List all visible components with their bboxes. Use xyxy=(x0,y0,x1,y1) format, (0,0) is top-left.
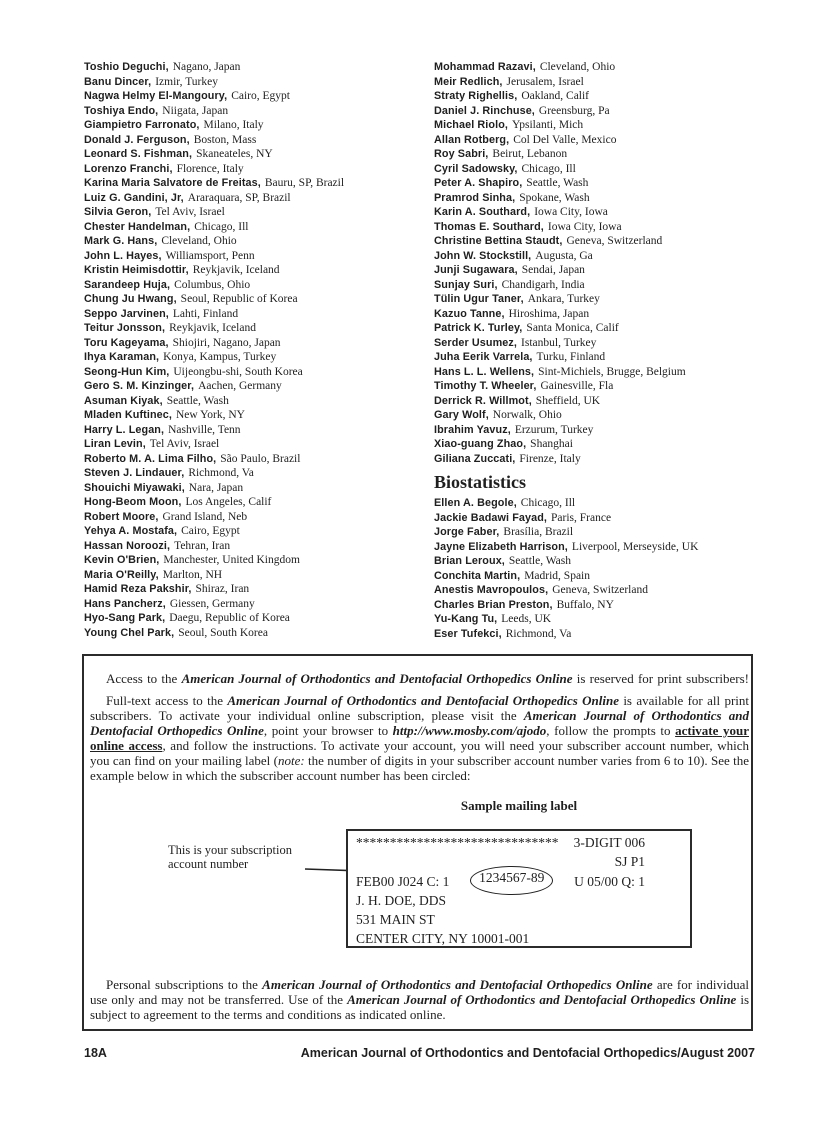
reviewer-name: Sunjay Suri, xyxy=(434,278,498,291)
text-segment: is available for all print subscribers. To activate your individual online subscription, please visit the xyxy=(90,693,750,723)
label-sj-code: SJ P1 xyxy=(614,854,645,870)
activation-instructions-paragraph xyxy=(90,693,749,783)
reviewer-location: Turku, Finland xyxy=(536,351,606,363)
text-segment: American Journal of Orthodontics and Dentofacial Orthopedics Online xyxy=(347,992,737,1007)
reviewer-name: Ellen A. Begole, xyxy=(434,497,517,509)
reviewer-location: Firenze, Italy xyxy=(519,452,581,465)
reviewer-entry xyxy=(434,379,764,394)
reviewer-name: Serder Usumez, xyxy=(434,336,518,349)
reviewer-entry xyxy=(434,292,764,307)
reviewer-location: Nashville, Tenn xyxy=(168,423,241,436)
reviewers-right-list xyxy=(434,60,764,466)
reviewer-location: Uijeongbu-shi, South Korea xyxy=(173,365,303,378)
reviewer-name: Giampietro Farronato, xyxy=(84,119,200,131)
reviewer-entry xyxy=(434,496,764,511)
label-asterisks: ****************************** xyxy=(356,835,559,850)
reviewer-location: Manchester, United Kingdom xyxy=(163,554,300,566)
reviewer-entry xyxy=(434,365,764,380)
reviewer-name: Asuman Kiyak, xyxy=(84,394,163,407)
reviewer-name: Patrick K. Turley, xyxy=(434,322,523,334)
reviewer-entry xyxy=(84,437,432,452)
text-segment: is subject to agreement to the terms and conditions as indicated online. xyxy=(90,992,750,1022)
reviewer-name: John L. Hayes, xyxy=(84,249,162,262)
reviewer-location: Cleveland, Ohio xyxy=(539,61,616,73)
reviewer-entry xyxy=(434,89,764,104)
reviewer-name: Kevin O'Brien, xyxy=(84,554,160,566)
reviewer-location: Norwalk, Ohio xyxy=(492,409,562,421)
label-city: CENTER CITY, NY 10001-001 xyxy=(356,931,530,947)
reviewer-location: Richmond, Va xyxy=(188,467,254,479)
text-segment: Access to the xyxy=(106,671,182,686)
reviewer-name: Kristin Heimisdottir, xyxy=(84,264,189,276)
text-segment: are for individual use only and may not be transferred. Use of the xyxy=(90,977,749,1007)
text-segment: , follow the prompts to xyxy=(546,723,676,738)
reviewer-location: Williamsport, Penn xyxy=(165,249,255,262)
reviewer-location: Skaneateles, NY xyxy=(196,148,273,160)
reviewer-name: Liran Levin, xyxy=(84,438,146,450)
reviewer-entry xyxy=(434,554,764,569)
reviewer-location: Seattle, Wash xyxy=(508,555,572,567)
reviewer-location: Ankara, Turkey xyxy=(527,293,600,305)
reviewer-name: Toshiya Endo, xyxy=(84,104,159,117)
text-segment: Personal subscriptions to the xyxy=(106,977,263,992)
reviewer-location: Sheffield, UK xyxy=(535,394,601,407)
reviewer-location: Augusta, Ga xyxy=(535,249,593,262)
reviewer-entry xyxy=(84,234,432,249)
reviewer-location: Geneva, Switzerland xyxy=(566,235,663,247)
reviewer-entry xyxy=(434,598,764,613)
text-segment: American Journal of Orthodontics and Dentofacial Orthopedics Online xyxy=(227,693,619,708)
label-u-code: U 05/00 Q: 1 xyxy=(574,873,645,889)
reviewer-entry xyxy=(434,540,764,555)
reviewer-location: Cairo, Egypt xyxy=(181,525,240,537)
reviewer-location: Araraquara, SP, Brazil xyxy=(187,191,291,204)
reviewer-location: Bauru, SP, Brazil xyxy=(264,177,345,189)
reviewer-location: Milano, Italy xyxy=(203,119,264,131)
reviewer-name: Brian Leroux, xyxy=(434,555,505,567)
reviewer-entry xyxy=(84,582,432,597)
reviewer-name: Leonard S. Fishman, xyxy=(84,148,193,160)
reviewer-location: Nara, Japan xyxy=(188,481,244,494)
reviewer-name: Hans L. L. Wellens, xyxy=(434,365,535,378)
reviewer-location: Leeds, UK xyxy=(501,613,552,625)
reviewer-location: Beirut, Lebanon xyxy=(492,148,568,160)
reviewer-name: Juha Eerik Varrela, xyxy=(434,351,533,363)
reviewer-name: Charles Brian Preston, xyxy=(434,598,553,611)
reviewer-location: Reykjavik, Iceland xyxy=(169,322,256,334)
text-segment: American Journal of Orthodontics and Dentofacial Orthopedics Online xyxy=(262,977,653,992)
reviewer-entry xyxy=(84,191,432,206)
reviewer-location: Aachen, Germany xyxy=(198,380,282,392)
reviewer-location: Lahti, Finland xyxy=(172,307,239,320)
reviewer-entry xyxy=(434,205,764,220)
reviewer-name: Jayne Elizabeth Harrison, xyxy=(434,540,568,553)
reviewer-name: Nagwa Helmy El-Mangoury, xyxy=(84,90,228,102)
reviewer-entry xyxy=(84,611,432,626)
subscription-number-annotation xyxy=(168,843,292,871)
journal-footer-title: American Journal of Orthodontics and Dentofacial Orthopedics/August 2007 xyxy=(300,1046,755,1060)
annotation-line-2: account number xyxy=(168,857,249,871)
reviewer-location: Tehran, Iran xyxy=(174,539,231,552)
reviewer-name: Eser Tufekci, xyxy=(434,627,502,640)
reviewer-entry xyxy=(84,524,432,539)
reviewer-entry xyxy=(434,525,764,540)
online-access-notice-box xyxy=(82,654,753,1031)
reviewer-name: Maria O'Reilly, xyxy=(84,568,159,581)
reviewer-entry xyxy=(84,597,432,612)
reviewer-entry xyxy=(434,278,764,293)
reviewer-name: Jorge Faber, xyxy=(434,526,500,538)
reviewer-name: Harry L. Legan, xyxy=(84,423,165,436)
reviewer-entry xyxy=(434,321,764,336)
annotation-line-1: This is your subscription xyxy=(168,843,292,857)
reviewer-name: Chung Ju Hwang, xyxy=(84,293,177,305)
reviewer-entry xyxy=(84,466,432,481)
reviewer-entry xyxy=(434,408,764,423)
reviewer-entry xyxy=(84,321,432,336)
reviewer-entry xyxy=(84,568,432,583)
reviewer-entry xyxy=(84,162,432,177)
reviewer-name: Karin A. Southard, xyxy=(434,206,531,218)
reviewer-name: Xiao-guang Zhao, xyxy=(434,438,527,450)
reviewer-location: Giessen, Germany xyxy=(169,597,255,610)
text-segment: activate your online access xyxy=(90,723,750,753)
reviewer-entry xyxy=(84,263,432,278)
reviewer-location: Greensburg, Pa xyxy=(538,104,610,117)
reviewer-entry xyxy=(84,307,432,322)
reviewer-entry xyxy=(84,205,432,220)
reviewer-entry xyxy=(434,118,764,133)
reviewer-name: John W. Stockstill, xyxy=(434,249,532,262)
reviewer-location: São Paulo, Brazil xyxy=(220,452,301,465)
reviewer-name: Christine Bettina Staudt, xyxy=(434,235,563,247)
reviewer-location: Seattle, Wash xyxy=(526,177,589,189)
text-segment: http://www.mosby.com/ajodo xyxy=(392,723,547,738)
sample-mailing-label-heading: Sample mailing label xyxy=(460,798,578,813)
reviewer-name: Meir Redlich, xyxy=(434,75,503,88)
reviewer-name: Roy Sabri, xyxy=(434,148,489,160)
reviewer-name: Allan Rotberg, xyxy=(434,133,510,146)
reviewer-name: Hyo-Sang Park, xyxy=(84,612,166,624)
reviewer-entry xyxy=(84,539,432,554)
reviewer-name: Lorenzo Franchi, xyxy=(84,162,173,175)
reviewer-location: Hiroshima, Japan xyxy=(508,307,590,320)
reviewer-name: Hassan Noroozi, xyxy=(84,539,171,552)
reviewer-location: Chicago, Ill xyxy=(521,162,576,175)
reviewer-name: Peter A. Shapiro, xyxy=(434,177,523,189)
reviewer-entry xyxy=(434,249,764,264)
reviewer-location: Brasília, Brazil xyxy=(503,526,574,538)
reviewer-entry xyxy=(434,220,764,235)
reviewer-location: Boston, Mass xyxy=(193,133,257,146)
reviewer-entry xyxy=(434,423,764,438)
reviewer-entry xyxy=(84,394,432,409)
reviewer-location: Seoul, Republic of Korea xyxy=(180,293,298,305)
reviewer-location: Cleveland, Ohio xyxy=(161,235,237,247)
reviewer-entry xyxy=(84,104,432,119)
reviewer-name: Steven J. Lindauer, xyxy=(84,467,185,479)
reviewer-entry xyxy=(434,263,764,278)
personal-subscription-paragraph xyxy=(90,977,749,1022)
reviewer-entry xyxy=(84,336,432,351)
reviewer-name: Roberto M. A. Lima Filho, xyxy=(84,452,217,465)
reviewer-entry xyxy=(434,191,764,206)
reviewer-name: Banu Dincer, xyxy=(84,75,152,88)
reviewer-name: Gary Wolf, xyxy=(434,409,489,421)
reviewer-name: Yehya A. Mostafa, xyxy=(84,525,178,537)
reviewer-location: Columbus, Ohio xyxy=(174,278,251,291)
reviewer-location: Liverpool, Merseyside, UK xyxy=(571,540,699,553)
reviewer-entry xyxy=(84,510,432,525)
text-segment: American Journal of Orthodontics and Dentofacial Orthopedics Online xyxy=(181,671,573,686)
reviewer-entry xyxy=(434,627,764,642)
reviewer-entry xyxy=(434,147,764,162)
reviewer-location: Erzurum, Turkey xyxy=(514,423,594,436)
account-number-circle: 1234567-89 xyxy=(470,866,553,895)
reviewer-name: Mohammad Razavi, xyxy=(434,61,536,73)
reviewer-entry xyxy=(84,481,432,496)
reviewer-entry xyxy=(84,118,432,133)
reviewer-name: Timothy T. Wheeler, xyxy=(434,380,537,392)
reviewer-entry xyxy=(84,89,432,104)
reviewer-name: Cyril Sadowsky, xyxy=(434,162,518,175)
reviewer-entry xyxy=(434,511,764,526)
text-segment: , and follow the instructions. To activate your account, you will need your subscriber account number, which you can find on your mailing label ( xyxy=(90,738,749,768)
reviewer-location: Geneva, Switzerland xyxy=(552,584,648,596)
label-digit-code: 3-DIGIT 006 xyxy=(573,835,645,850)
reviewer-entry xyxy=(84,452,432,467)
reviewer-name: Hamid Reza Pakshir, xyxy=(84,583,192,595)
text-segment: is reserved for print subscribers! xyxy=(572,671,749,686)
text-segment: , point your browser to xyxy=(263,723,393,738)
reviewer-name: Jackie Badawi Fayad, xyxy=(434,511,548,524)
reviewer-entry xyxy=(84,626,432,641)
reviewer-location: Iowa City, Iowa xyxy=(547,220,622,233)
reviewer-location: Shanghai xyxy=(530,438,573,450)
reviewer-name: Conchita Martin, xyxy=(434,569,521,582)
reviewer-entry xyxy=(434,162,764,177)
reviewer-location: Tel Aviv, Israel xyxy=(149,438,220,450)
reviewer-entry xyxy=(84,278,432,293)
reviewer-name: Ihya Karaman, xyxy=(84,351,160,363)
reviewer-entry xyxy=(84,176,432,191)
reviewer-location: Shiojiri, Nagano, Japan xyxy=(172,336,281,349)
reviewer-name: Shouichi Miyawaki, xyxy=(84,481,185,494)
reviewer-entry xyxy=(84,350,432,365)
biostatistics-list xyxy=(434,496,764,641)
reviewer-entry xyxy=(434,176,764,191)
reviewer-entry xyxy=(434,133,764,148)
reviewer-entry xyxy=(84,423,432,438)
reviewer-name: Teitur Jonsson, xyxy=(84,322,166,334)
reviewer-entry xyxy=(84,365,432,380)
text-segment: Full-text access to the xyxy=(106,693,228,708)
reviewer-entry xyxy=(434,234,764,249)
reviewer-location: Florence, Italy xyxy=(176,162,244,175)
reviewer-location: Seoul, South Korea xyxy=(178,626,268,639)
biostatistics-heading: Biostatistics xyxy=(434,472,526,492)
sample-mailing-label-box xyxy=(346,829,692,948)
reviewer-name: Thomas E. Southard, xyxy=(434,220,544,233)
text-segment: American Journal of Orthodontics and Dentofacial Orthopedics Online xyxy=(90,708,749,738)
reviewers-right-column xyxy=(434,60,764,641)
label-street: 531 MAIN ST xyxy=(356,912,435,928)
access-reserved-paragraph xyxy=(90,671,749,686)
reviewer-location: Richmond, Va xyxy=(505,627,572,640)
reviewer-name: Pramrod Sinha, xyxy=(434,191,516,204)
reviewer-name: Seong-Hun Kim, xyxy=(84,365,170,378)
reviewer-location: Tel Aviv, Israel xyxy=(155,206,225,218)
reviewer-name: Karina Maria Salvatore de Freitas, xyxy=(84,177,261,189)
reviewer-name: Hans Pancherz, xyxy=(84,597,166,610)
reviewer-name: Sarandeep Huja, xyxy=(84,278,171,291)
reviewer-name: Derrick R. Willmot, xyxy=(434,394,532,407)
reviewer-name: Giliana Zuccati, xyxy=(434,452,516,465)
reviewer-entry xyxy=(434,350,764,365)
reviewer-location: Reykjavik, Iceland xyxy=(192,264,280,276)
reviewer-entry xyxy=(84,133,432,148)
reviewer-name: Kazuo Tanne, xyxy=(434,307,505,320)
label-issue-code: FEB00 J024 C: 1 xyxy=(356,873,450,889)
reviewer-location: Istanbul, Turkey xyxy=(521,336,597,349)
reviewer-location: Sint-Michiels, Brugge, Belgium xyxy=(538,365,686,378)
reviewer-name: Anestis Mavropoulos, xyxy=(434,584,549,596)
reviewer-entry xyxy=(84,408,432,423)
reviewer-entry xyxy=(84,292,432,307)
reviewer-name: Tülin Ugur Taner, xyxy=(434,293,524,305)
page-number: 18A xyxy=(84,1046,107,1060)
reviewer-entry xyxy=(84,147,432,162)
reviewer-location: Konya, Kampus, Turkey xyxy=(163,351,277,363)
reviewer-location: Oakland, Calif xyxy=(521,90,590,102)
reviewer-name: Junji Sugawara, xyxy=(434,264,518,276)
reviewer-entry xyxy=(434,394,764,409)
reviewer-name: Gero S. M. Kinzinger, xyxy=(84,380,195,392)
reviewer-entry xyxy=(84,495,432,510)
reviewer-entry xyxy=(434,307,764,322)
reviewer-entry xyxy=(434,75,764,90)
reviewer-entry xyxy=(84,75,432,90)
reviewer-entry xyxy=(434,104,764,119)
reviewer-location: Madrid, Spain xyxy=(524,569,590,582)
reviewer-name: Daniel J. Rinchuse, xyxy=(434,104,535,117)
reviewer-name: Seppo Jarvinen, xyxy=(84,307,169,320)
reviewer-location: Los Angeles, Calif xyxy=(185,496,272,508)
reviewer-entry xyxy=(434,336,764,351)
reviewer-location: Cairo, Egypt xyxy=(231,90,290,102)
reviewer-entry xyxy=(434,583,764,598)
reviewer-name: Straty Righellis, xyxy=(434,90,518,102)
reviewer-location: Seattle, Wash xyxy=(166,394,229,407)
label-line-1 xyxy=(356,833,645,852)
reviewer-location: Jerusalem, Israel xyxy=(506,75,584,88)
reviewer-location: Buffalo, NY xyxy=(556,598,614,611)
reviewer-location: Sendai, Japan xyxy=(521,264,585,276)
reviewer-location: Nagano, Japan xyxy=(172,61,241,73)
reviewer-location: Marlton, NH xyxy=(162,568,223,581)
reviewer-location: Daegu, Republic of Korea xyxy=(169,612,290,624)
reviewer-name: Toru Kageyama, xyxy=(84,336,169,349)
reviewer-name: Young Chel Park, xyxy=(84,626,175,639)
reviewer-location: Chicago, Ill xyxy=(194,220,249,233)
reviewer-location: Paris, France xyxy=(551,511,612,524)
reviewer-entry xyxy=(434,569,764,584)
reviewer-name: Toshio Deguchi, xyxy=(84,61,169,73)
reviewer-entry xyxy=(434,60,764,75)
reviewer-entry xyxy=(84,220,432,235)
reviewer-name: Luiz G. Gandini, Jr, xyxy=(84,191,184,204)
reviewer-name: Mladen Kuftinec, xyxy=(84,409,172,421)
reviewer-location: Gainesville, Fla xyxy=(540,380,614,392)
reviewer-location: Col Del Valle, Mexico xyxy=(513,133,617,146)
reviewer-entry xyxy=(84,249,432,264)
reviewer-name: Donald J. Ferguson, xyxy=(84,133,190,146)
reviewer-location: Santa Monica, Calif xyxy=(526,322,619,334)
reviewer-name: Hong-Beom Moon, xyxy=(84,496,182,508)
reviewer-name: Chester Handelman, xyxy=(84,220,191,233)
reviewer-location: Chandigarh, India xyxy=(501,278,585,291)
reviewer-location: Spokane, Wash xyxy=(519,191,590,204)
reviewer-name: Robert Moore, xyxy=(84,510,159,523)
reviewer-location: Izmir, Turkey xyxy=(155,75,218,88)
label-line-3 xyxy=(356,869,645,891)
label-addressee: J. H. DOE, DDS xyxy=(356,892,447,908)
reviewer-location: Iowa City, Iowa xyxy=(534,206,608,218)
reviewer-entry xyxy=(84,60,432,75)
reviewer-name: Silvia Geron, xyxy=(84,206,152,218)
reviewer-name: Ibrahim Yavuz, xyxy=(434,423,511,436)
reviewer-entry xyxy=(434,437,764,452)
reviewer-location: Niigata, Japan xyxy=(162,104,229,117)
reviewer-location: Shiraz, Iran xyxy=(195,583,250,595)
reviewer-entry xyxy=(434,612,764,627)
reviewer-entry xyxy=(84,379,432,394)
text-segment: note: xyxy=(277,753,305,768)
reviewer-location: Chicago, Ill xyxy=(520,497,576,509)
reviewer-name: Mark G. Hans, xyxy=(84,235,158,247)
reviewer-location: Grand Island, Neb xyxy=(162,510,248,523)
reviewer-entry xyxy=(434,452,764,467)
reviewer-name: Yu-Kang Tu, xyxy=(434,613,498,625)
page-footer xyxy=(84,1046,755,1060)
reviewers-left-column xyxy=(84,60,432,640)
reviewer-name: Michael Riolo, xyxy=(434,119,508,131)
text-segment: the number of digits in your subscriber account number varies from 6 to 10). See the example below in which the subscriber account number has been circled: xyxy=(90,753,749,783)
reviewer-location: New York, NY xyxy=(175,409,245,421)
reviewer-entry xyxy=(84,553,432,568)
reviewer-location: Ypsilanti, Mich xyxy=(512,119,584,131)
